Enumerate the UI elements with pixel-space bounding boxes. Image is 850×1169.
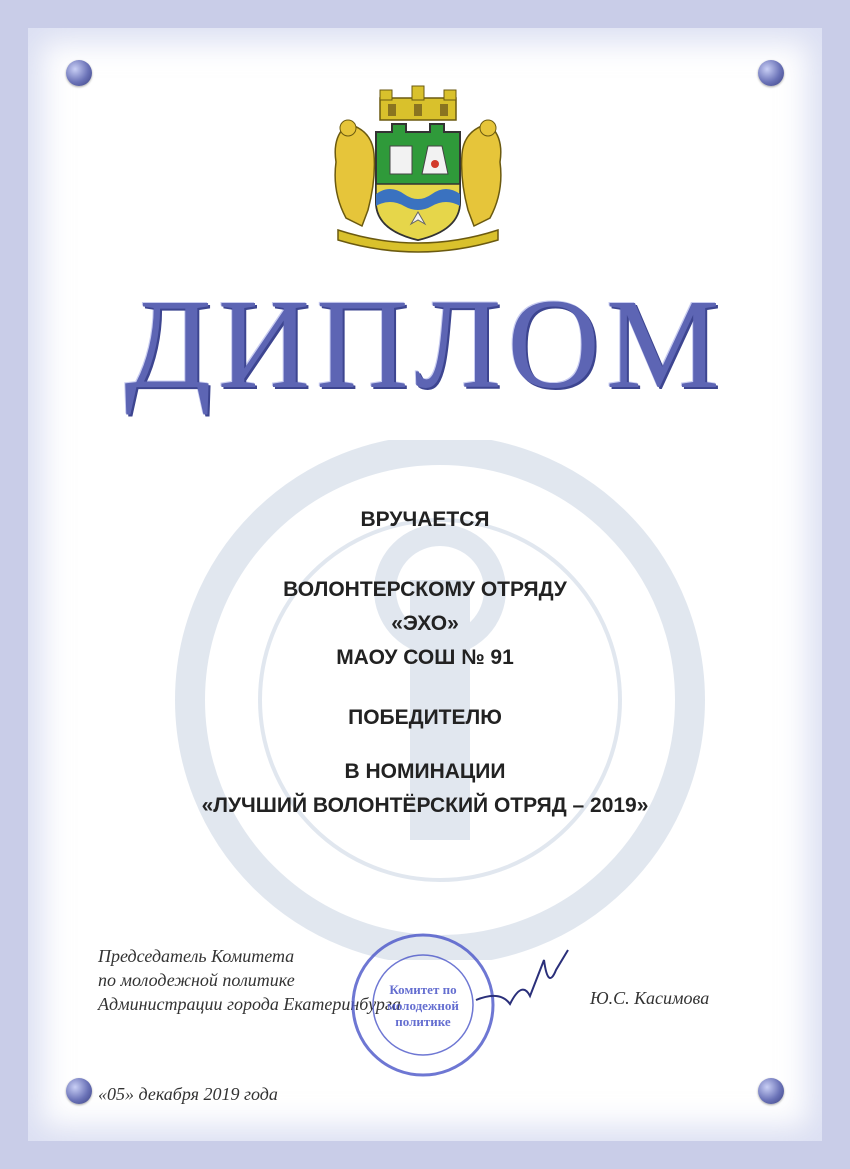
recipient-line-1: ВОЛОНТЕРСКОМУ ОТРЯДУ (283, 578, 567, 601)
nomination-line-1: В НОМИНАЦИИ (344, 760, 506, 783)
handwritten-signature (470, 940, 580, 1020)
corner-rivet-top-right (758, 60, 784, 86)
signatory-position-line-3: Администрации города Екатеринбурга (98, 994, 401, 1014)
issue-date: «05» декабря 2019 года (98, 1084, 278, 1104)
coat-of-arms-icon (318, 84, 518, 254)
signatory-position-line-1: Председатель Комитета (98, 946, 295, 966)
corner-rivet-bottom-right (758, 1078, 784, 1104)
recipient-line-2: «ЭХО» (391, 612, 459, 635)
nomination-line-2: «ЛУЧШИЙ ВОЛОНТЁРСКИЙ ОТРЯД – 2019» (201, 794, 649, 817)
recipient-line-3: МАОУ СОШ № 91 (336, 646, 514, 669)
signatory-name: Ю.С. Касимова (590, 988, 710, 1008)
corner-rivet-top-left (66, 60, 92, 86)
awarded-label: ВРУЧАЕТСЯ (360, 508, 490, 531)
svg-text:политике: политике (395, 1014, 451, 1029)
signatory-position-line-2: по молодежной политике (98, 970, 295, 990)
svg-text:молодежной: молодежной (387, 998, 459, 1013)
diploma-title: ДИПЛОМ (124, 273, 726, 415)
status-label: ПОБЕДИТЕЛЮ (348, 706, 502, 729)
corner-rivet-bottom-left (66, 1078, 92, 1104)
svg-text:Комитет по: Комитет по (389, 982, 457, 997)
